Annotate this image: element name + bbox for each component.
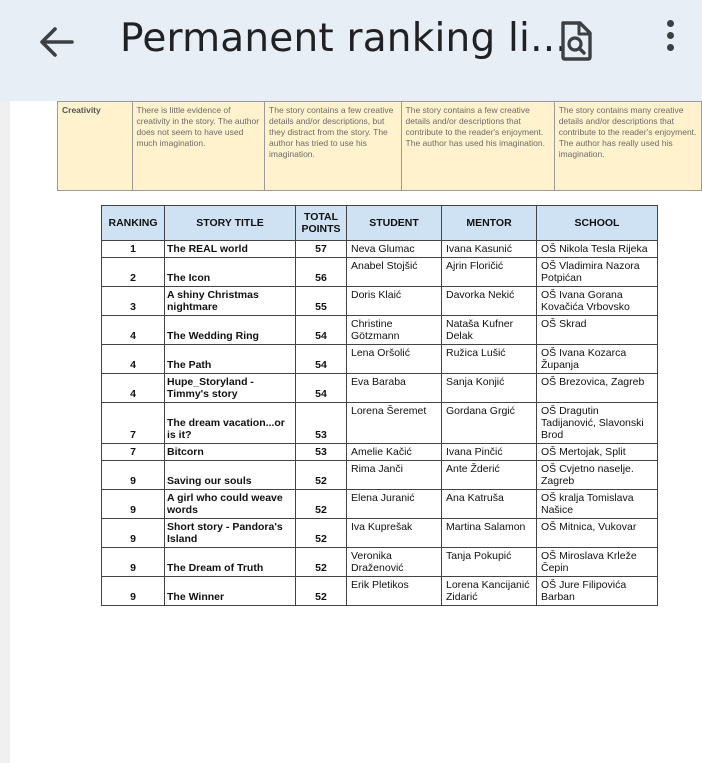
- cell-title: Bitcorn: [165, 444, 296, 461]
- cell-student: Doris Klaić: [347, 287, 442, 316]
- table-row: [102, 345, 658, 374]
- table-row: [102, 316, 658, 345]
- col-header-student: STUDENT: [347, 206, 442, 241]
- cell-mentor: Tanja Pokupić: [442, 548, 537, 577]
- col-header-mentor: MENTOR: [442, 206, 537, 241]
- cell-ranking: 9: [102, 519, 165, 548]
- rubric-level-2: The story contains a few creative details and/or descriptions, but they distract from the story. The author has tried to use his imagination.: [265, 102, 402, 191]
- cell-title: The Winner: [165, 577, 296, 606]
- arrow-left-icon: [36, 24, 76, 60]
- cell-ranking: 9: [102, 548, 165, 577]
- cell-points: 52: [296, 548, 347, 577]
- cell-title: The Wedding Ring: [165, 316, 296, 345]
- cell-points: 56: [296, 258, 347, 287]
- cell-title: The Dream of Truth: [165, 548, 296, 577]
- cell-mentor: Davorka Nekić: [442, 287, 537, 316]
- cell-points: 57: [296, 241, 347, 258]
- cell-ranking: 4: [102, 374, 165, 403]
- cell-school: OŠ Vladimira Nazora Potpićan: [537, 258, 658, 287]
- cell-mentor: Lorena Kancijanić Zidarić: [442, 577, 537, 606]
- col-header-school: SCHOOL: [537, 206, 658, 241]
- cell-mentor: Ajrin Floričić: [442, 258, 537, 287]
- cell-student: Eva Baraba: [347, 374, 442, 403]
- ranking-table: [101, 205, 658, 606]
- cell-school: OŠ kralja Tomislava Našice: [537, 490, 658, 519]
- app-bar: [0, 0, 702, 101]
- table-row: [102, 287, 658, 316]
- table-row: [102, 490, 658, 519]
- cell-student: Erik Pletikos: [347, 577, 442, 606]
- cell-points: 53: [296, 444, 347, 461]
- cell-student: Elena Juranić: [347, 490, 442, 519]
- cell-student: Veronika Draženović: [347, 548, 442, 577]
- cell-mentor: Ante Žderić: [442, 461, 537, 490]
- document-viewer[interactable]: [0, 101, 702, 763]
- more-vert-icon-dot: [667, 32, 674, 39]
- cell-points: 52: [296, 519, 347, 548]
- cell-title: The Path: [165, 345, 296, 374]
- cell-mentor: Martina Salamon: [442, 519, 537, 548]
- rubric-level-3: The story contains a few creative details and/or descriptions that contribute to the reader's enjoyment. The author has used his imagination.: [401, 102, 554, 191]
- table-row: [102, 461, 658, 490]
- cell-points: 53: [296, 403, 347, 444]
- cell-title: A girl who could weave words: [165, 490, 296, 519]
- cell-mentor: Ivana Pinčić: [442, 444, 537, 461]
- rubric-table: [57, 101, 702, 191]
- table-row: [102, 241, 658, 258]
- cell-mentor: Ružica Lušić: [442, 345, 537, 374]
- col-header-ranking: RANKING: [102, 206, 165, 241]
- cell-points: 54: [296, 316, 347, 345]
- rubric-criterion: Creativity: [58, 102, 133, 191]
- cell-school: OŠ Brezovica, Zagreb: [537, 374, 658, 403]
- cell-mentor: Nataša Kufner Delak: [442, 316, 537, 345]
- cell-student: Neva Glumac: [347, 241, 442, 258]
- cell-student: Lena Oršolić: [347, 345, 442, 374]
- cell-school: OŠ Miroslava Krleže Čepin: [537, 548, 658, 577]
- document-title: Permanent ranking li...: [120, 16, 568, 61]
- cell-school: OŠ Mitnica, Vukovar: [537, 519, 658, 548]
- cell-student: Anabel Stojšić: [347, 258, 442, 287]
- table-row: [102, 519, 658, 548]
- cell-school: OŠ Ivana Gorana Kovačića Vrbovsko: [537, 287, 658, 316]
- cell-ranking: 1: [102, 241, 165, 258]
- find-in-page-button[interactable]: [556, 20, 596, 62]
- viewer-margin: [0, 101, 10, 763]
- cell-school: OŠ Skrad: [537, 316, 658, 345]
- cell-points: 54: [296, 374, 347, 403]
- cell-ranking: 4: [102, 316, 165, 345]
- cell-points: 55: [296, 287, 347, 316]
- back-button[interactable]: [36, 24, 76, 60]
- cell-ranking: 7: [102, 444, 165, 461]
- cell-points: 52: [296, 490, 347, 519]
- cell-title: The REAL world: [165, 241, 296, 258]
- more-vert-icon-dot: [667, 20, 674, 27]
- cell-ranking: 4: [102, 345, 165, 374]
- cell-ranking: 9: [102, 490, 165, 519]
- cell-title: The Icon: [165, 258, 296, 287]
- cell-school: OŠ Cvjetno naselje. Zagreb: [537, 461, 658, 490]
- more-options-button[interactable]: [658, 20, 682, 60]
- cell-mentor: Ivana Kasunić: [442, 241, 537, 258]
- cell-ranking: 2: [102, 258, 165, 287]
- cell-ranking: 9: [102, 461, 165, 490]
- cell-ranking: 3: [102, 287, 165, 316]
- cell-title: Saving our souls: [165, 461, 296, 490]
- cell-school: OŠ Nikola Tesla Rijeka: [537, 241, 658, 258]
- rubric-row: [58, 102, 702, 191]
- col-header-total-points: TOTAL POINTS: [296, 206, 347, 241]
- cell-student: Rima Janči: [347, 461, 442, 490]
- rubric-level-4: The story contains many creative details and/or descriptions that contribute to the reader's enjoyment. The author has really used his imagination.: [554, 102, 701, 191]
- table-row: [102, 444, 658, 461]
- table-row: [102, 577, 658, 606]
- cell-mentor: Gordana Grgić: [442, 403, 537, 444]
- table-row: [102, 548, 658, 577]
- more-vert-icon-dot: [667, 44, 674, 51]
- cell-title: Hupe_Storyland - Timmy's story: [165, 374, 296, 403]
- cell-points: 52: [296, 461, 347, 490]
- cell-title: A shiny Christmas nightmare: [165, 287, 296, 316]
- cell-school: OŠ Dragutin Tadijanović, Slavonski Brod: [537, 403, 658, 444]
- table-row: [102, 403, 658, 444]
- cell-mentor: Ana Katruša: [442, 490, 537, 519]
- cell-title: Short story - Pandora's Island: [165, 519, 296, 548]
- cell-student: Christine Götzmann: [347, 316, 442, 345]
- cell-student: Lorena Šeremet: [347, 403, 442, 444]
- cell-points: 52: [296, 577, 347, 606]
- cell-ranking: 7: [102, 403, 165, 444]
- cell-school: OŠ Mertojak, Split: [537, 444, 658, 461]
- cell-student: Iva Kuprešak: [347, 519, 442, 548]
- col-header-story-title: STORY TITLE: [165, 206, 296, 241]
- find-in-page-icon: [556, 20, 596, 62]
- cell-student: Amelie Kačić: [347, 444, 442, 461]
- cell-mentor: Sanja Konjić: [442, 374, 537, 403]
- cell-school: OŠ Ivana Kozarca Županja: [537, 345, 658, 374]
- cell-school: OŠ Jure Filipovića Barban: [537, 577, 658, 606]
- cell-points: 54: [296, 345, 347, 374]
- table-row: [102, 258, 658, 287]
- table-row: [102, 374, 658, 403]
- cell-title: The dream vacation...or is it?: [165, 403, 296, 444]
- cell-ranking: 9: [102, 577, 165, 606]
- rubric-level-1: There is little evidence of creativity in the story. The author does not seem to have used much imagination.: [132, 102, 265, 191]
- table-header-row: [102, 206, 658, 241]
